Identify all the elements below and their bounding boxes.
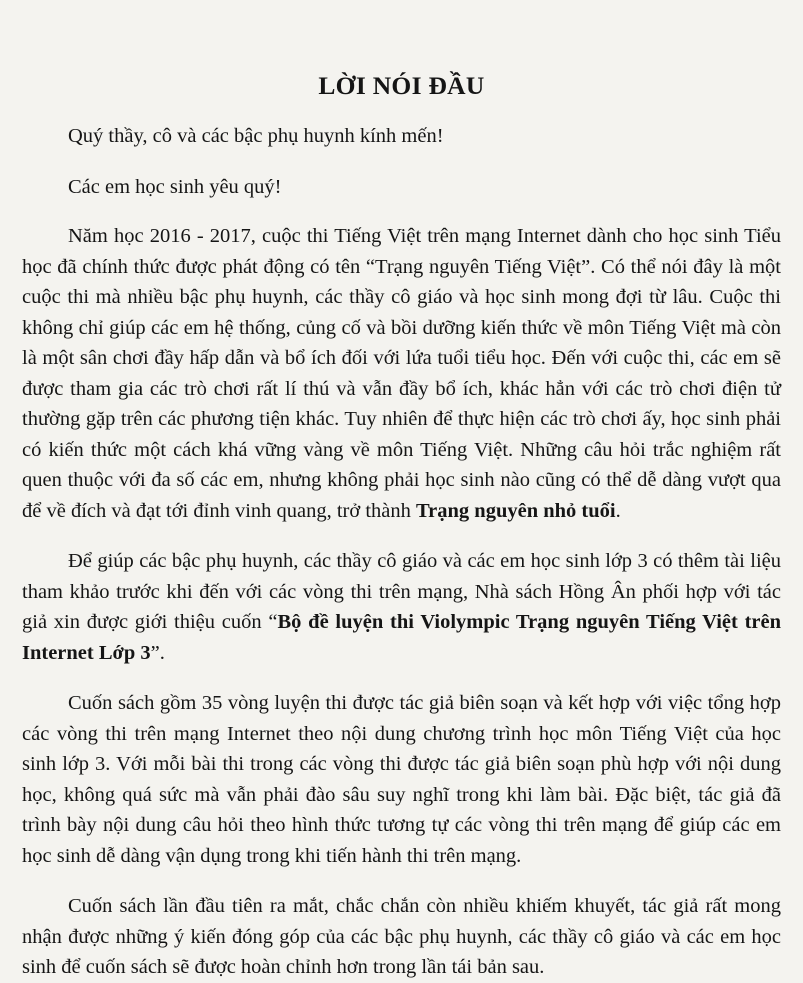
greeting-students: Các em học sinh yêu quý! — [68, 176, 282, 198]
paragraph-content: Cuốn sách gồm 35 vòng luyện thi được tác giả biên soạn và kết hợp với việc tổng hợp các vòng thi trên mạng Internet theo nội dung chương trình học môn Tiếng Việt của học sinh lớp 3. Với mỗi bài thi trong các vòng thi được tác giả biên soạn phù hợp với nội dung học, không quá sức mà vẫn phải đào sâu suy nghĩ trong khi làm bài. Đặc biệt, tác giả đã trình bày nội dung câu hỏi theo hình thức tương tự các vòng thi trên mạng để giúp các em học sinh dễ dàng vận dụng trong khi tiến hành thi trên mạng. — [22, 692, 781, 867]
greeting-parents: Quý thầy, cô và các bậc phụ huynh kính mến! — [68, 125, 444, 147]
page-title: LỜI NÓI ĐẦU — [318, 71, 485, 100]
paragraph-purpose-text: Để giúp các bậc phụ huynh, các thầy cô giáo và các em học sinh lớp 3 có thêm tài liệu tham khảo trước khi đến với các vòng thi trên mạng, Nhà sách Hồng Ân phối hợp với tác giả xin được giới thiệu cuốn “ — [22, 550, 781, 633]
book-title: Bộ đề luyện thi Violympic Trạng nguyên Tiếng Việt trên Internet Lớp 3 — [22, 611, 781, 664]
paragraph-intro-text: Năm học 2016 - 2017, cuộc thi Tiếng Việt trên mạng Internet dành cho học sinh Tiểu học đã chính thức được phát động có tên “Trạng nguyên Tiếng Việt”. Có thể nói đây là một cuộc thi mà nhiều bậc phụ huynh, các thầy cô giáo và học sinh mong đợi từ lâu. Cuộc thi không chỉ giúp các em hệ thống, củng cố và bồi dưỡng kiến thức về môn Tiếng Việt mà còn là một sân chơi đầy hấp dẫn và bổ ích đối với lứa tuổi tiểu học. Đến với cuộc thi, các em sẽ được tham gia các trò chơi rất lí thú và vẫn đầy bổ ích, khác hẳn với các trò chơi điện tử thường gặp trên các phương tiện khác. Tuy nhiên để thực hiện các trò chơi ấy, học sinh phải có kiến thức một cách khá vững vàng về môn Tiếng Việt. Những câu hỏi trắc nghiệm rất quen thuộc với đa số các em, nhưng không phải học sinh nào cũng có thể dễ dàng vượt qua để về đích và đạt tới đỉnh vinh quang, trở thành — [22, 225, 781, 522]
paragraph-intro-bold: Trạng nguyên nhỏ tuổi — [416, 499, 616, 522]
paragraph-purpose-end: ”. — [150, 641, 165, 664]
paragraph-intro-end: . — [615, 499, 621, 522]
paragraph-purpose — [22, 546, 781, 668]
paragraph-intro — [22, 221, 781, 526]
paragraph-closing: Cuốn sách lần đầu tiên ra mắt, chắc chắn còn nhiều khiếm khuyết, tác giả rất mong nhận được những ý kiến đóng góp của các bậc phụ huynh, các thầy cô giáo và các em học sinh để cuốn sách sẽ được hoàn chỉnh hơn trong lần tái bản sau. — [22, 895, 781, 978]
